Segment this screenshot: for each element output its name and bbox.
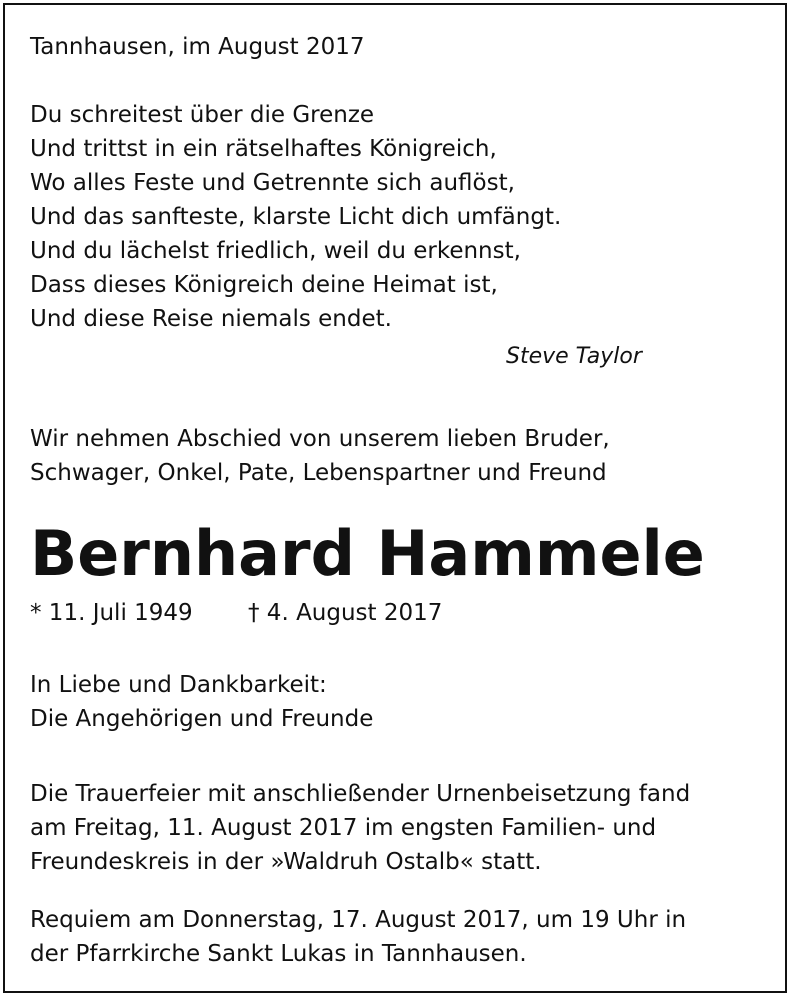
birth-date: * 11. Juli 1949	[30, 600, 193, 626]
ceremony-line: Freundeskreis in der »Waldruh Ostalb« statt.	[30, 849, 542, 875]
poem-author: Steve Taylor	[506, 344, 642, 369]
intro-text	[30, 422, 610, 490]
poem-line: Und das sanfteste, klarste Licht dich umfängt.	[30, 204, 562, 230]
death-date: † 4. August 2017	[248, 600, 443, 626]
poem-line: Wo alles Feste und Getrennte sich auflöst,	[30, 170, 515, 196]
poem-line: Dass dieses Königreich deine Heimat ist,	[30, 272, 498, 298]
ceremony-line: am Freitag, 11. August 2017 im engsten Familien- und	[30, 815, 657, 841]
intro-line: Wir nehmen Abschied von unserem lieben Bruder,	[30, 426, 610, 452]
poem-line: Und trittst in ein rätselhaftes Königreich,	[30, 136, 497, 162]
requiem-line: Requiem am Donnerstag, 17. August 2017, um 19 Uhr in	[30, 907, 687, 933]
poem-line: Und diese Reise niemals endet.	[30, 306, 392, 332]
thanks-text	[30, 668, 373, 736]
requiem-text	[30, 903, 686, 971]
life-dates	[30, 596, 443, 630]
place-date: Tannhausen, im August 2017	[30, 34, 365, 60]
poem-line: Und du lächelst friedlich, weil du erkennst,	[30, 238, 521, 264]
thanks-line: In Liebe und Dankbarkeit:	[30, 672, 327, 698]
thanks-line: Die Angehörigen und Freunde	[30, 706, 374, 732]
ceremony-line: Die Trauerfeier mit anschließender Urnenbeisetzung fand	[30, 781, 691, 807]
poem	[30, 98, 561, 336]
requiem-line: der Pfarrkirche Sankt Lukas in Tannhausen.	[30, 941, 527, 967]
deceased-name: Bernhard Hammele	[30, 517, 705, 590]
ceremony-text	[30, 777, 690, 879]
intro-line: Schwager, Onkel, Pate, Lebenspartner und Freund	[30, 460, 607, 486]
poem-line: Du schreitest über die Grenze	[30, 102, 375, 128]
